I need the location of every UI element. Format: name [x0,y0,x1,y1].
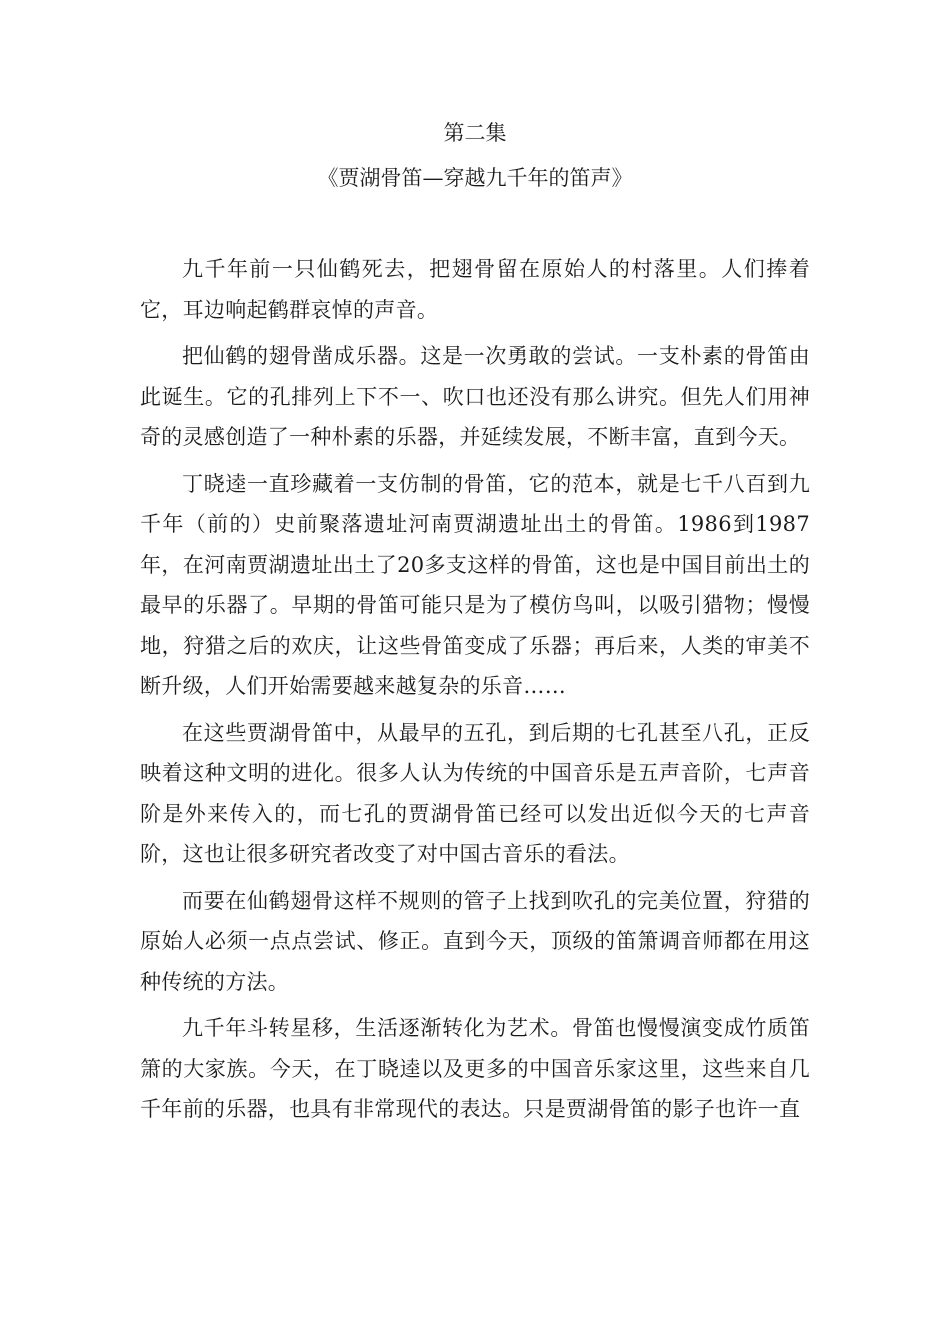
paragraph: 九千年斗转星移，生活逐渐转化为艺术。骨笛也慢慢演变成竹质笛箫的大家族。今天，在丁晓逵以及更多的中国音乐家这里，这些来自几千年前的乐器，也具有非常现代的表达。只是贾湖骨笛的影子也许一直 [140,1016,810,1121]
chapter-heading: 第二集 [443,121,507,145]
body-text [140,249,810,1136]
paragraph: 把仙鹤的翅骨凿成乐器。这是一次勇敢的尝试。一支朴素的骨笛由此诞生。它的孔排列上下不一、吹口也还没有那么讲究。但先人们用神奇的灵感创造了一种朴素的乐器，并延续发展，不断丰富，直到今天。 [140,344,810,449]
paragraph: 九千年前一只仙鹤死去，把翅骨留在原始人的村落里。人们捧着它，耳边响起鹤群哀悼的声音。 [140,257,810,322]
document-title: 《贾湖骨笛—穿越九千年的笛声》 [317,166,633,190]
paragraph: 丁晓逵一直珍藏着一支仿制的骨笛，它的范本，就是七千八百到九千年（前的）史前聚落遗址河南贾湖遗址出土的骨笛。1986到1987年，在河南贾湖遗址出土了20多支这样的骨笛，这也是中国目前出土的最早的乐器了。早期的骨笛可能只是为了模仿鸟叫，以吸引猎物；慢慢地，狩猎之后的欢庆，让这些骨笛变成了乐器；再后来，人类的审美不断升级，人们开始需要越来越复杂的乐音…… [140,471,810,698]
paragraph: 而要在仙鹤翅骨这样不规则的管子上找到吹孔的完美位置，狩猎的原始人必须一点点尝试、修正。直到今天，顶级的笛箫调音师都在用这种传统的方法。 [140,888,810,994]
paragraph: 在这些贾湖骨笛中，从最早的五孔，到后期的七孔甚至八孔，正反映着这种文明的进化。很多人认为传统的中国音乐是五声音阶，七声音阶是外来传入的，而七孔的贾湖骨笛已经可以发出近似今天的七声音阶，这也让很多研究者改变了对中国古音乐的看法。 [140,720,810,866]
